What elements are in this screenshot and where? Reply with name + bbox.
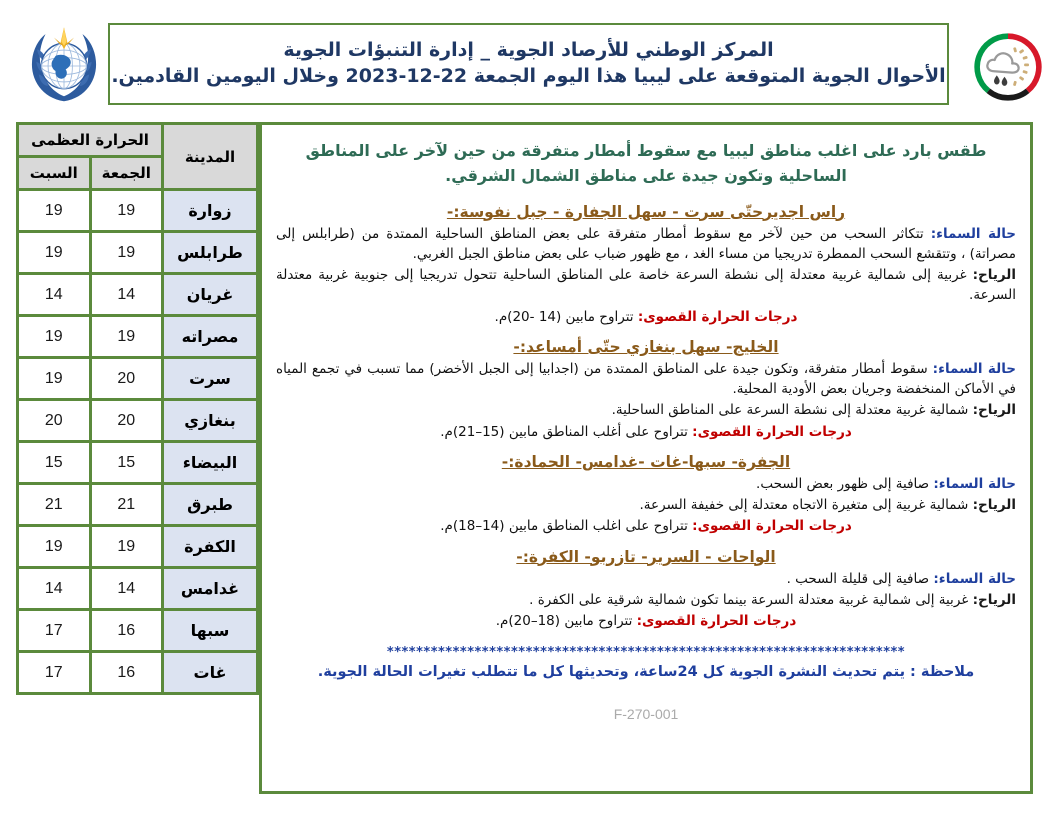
sky-condition-label: حالة السماء:: [932, 360, 1016, 377]
sky-condition-label-line: [276, 224, 1016, 265]
document-code: F-270-001: [613, 706, 679, 723]
city-name-cell: الكفرة: [163, 526, 258, 568]
saturday-temperature-cell: 19: [18, 316, 91, 358]
sky-condition-label: حالة السماء:: [930, 225, 1017, 242]
max-temperature-table-panel: [16, 122, 259, 794]
max-temperature-label-line: [276, 516, 1016, 536]
city-name-cell: طبرق: [163, 484, 258, 526]
city-name-cell: طرابلس: [163, 232, 258, 274]
wind-value: غربية إلى شمالية غربية معتدلة إلى نشطة السرعة خاصة على المناطق الساحلية تتحول تدريجيا إلى جنوبية غربية معتدلة السرعة.: [276, 267, 1016, 304]
city-name-cell: مصراته: [163, 316, 258, 358]
max-temperature-value: تتراوح على أغلب المناطق مابين (15–21)م.: [440, 423, 693, 440]
forecast-summary: طقس بارد على اغلب مناطق ليبيا مع سقوط أمطار متفرقة من حين لآخر على المناطق الساحلية وتكون جيدة على مناطق الشمال الشرقي.: [305, 141, 987, 185]
table-row: [18, 484, 258, 526]
table-header: [18, 124, 258, 190]
table-row: [18, 190, 258, 232]
city-name-cell: غات: [163, 652, 258, 694]
max-temperature-label-line: [276, 611, 1016, 631]
forecast-text-panel: [259, 122, 1033, 794]
table-row: [18, 232, 258, 274]
wind-label: الرياح:: [972, 267, 1016, 284]
libyan-national-meteorological-centre-logo: [973, 32, 1043, 102]
friday-temperature-cell: 20: [90, 400, 163, 442]
table-row: [18, 316, 258, 358]
column-header-city: المدينة: [163, 124, 258, 190]
sky-condition-value: سقوط أمطار متفرقة، وتكون جيدة على المناطق الممتدة من (اجدابيا إلى الجبل الأخضر) مما تسبب في تجمع المياه في الأماكن المنخفضة وجريان بعض الأودية المحلية.: [276, 360, 1016, 398]
sky-condition-value: صافية إلى ظهور بعض السحب.: [756, 475, 934, 492]
header-band: [0, 18, 1061, 113]
max-temperature-label: درجات الحرارة القصوى:: [636, 613, 797, 630]
sky-condition-label-line: [276, 359, 1016, 400]
saturday-temperature-cell: 20: [18, 400, 91, 442]
friday-temperature-cell: 19: [90, 232, 163, 274]
max-temperature-table: [16, 122, 259, 695]
saturday-temperature-cell: 14: [18, 274, 91, 316]
saturday-temperature-cell: 19: [18, 232, 91, 274]
city-name-cell: سرت: [163, 358, 258, 400]
city-name-cell: البيضاء: [163, 442, 258, 484]
main-content-row: [16, 122, 1047, 794]
sky-condition-label-line: [276, 474, 1016, 494]
sky-condition-label: حالة السماء:: [933, 475, 1016, 492]
friday-temperature-cell: 19: [90, 526, 163, 568]
page-subtitle: الأحوال الجوية المتوقعة على ليبيا هذا اليوم الجمعة 22-12-2023 وخلال اليومين القادمين.: [111, 65, 946, 87]
sky-condition-value: صافية إلى قليلة السحب .: [786, 570, 934, 587]
saturday-temperature-cell: 14: [18, 568, 91, 610]
forecast-region: [276, 453, 1016, 537]
city-name-cell: زوارة: [163, 190, 258, 232]
city-name-cell: سبها: [163, 610, 258, 652]
max-temperature-value: تتراوح مابين (14 -20)م.: [494, 308, 638, 325]
update-note: ملاحظة : يتم تحديث النشرة الجوية كل 24ساعة، وتحديثها كل ما تتطلب تغيرات الحالة الجوية.: [317, 664, 975, 681]
wind-label-line: [276, 590, 1016, 610]
forecast-region: [276, 548, 1016, 632]
friday-temperature-cell: 14: [90, 274, 163, 316]
friday-temperature-cell: 19: [90, 190, 163, 232]
max-temperature-label: درجات الحرارة القصوى:: [692, 423, 852, 440]
wind-value: غربية إلى شمالية غربية معتدلة السرعة بينما تكون شمالية شرقية على الكفرة .: [529, 591, 973, 608]
wind-value: شمالية غربية إلى متغيرة الاتجاه معتدلة إلى خفيفة السرعة.: [639, 497, 973, 514]
max-temperature-value: تتراوح مابين (18–20)م.: [495, 613, 637, 630]
region-title: الواحات - السرير- تازربو- الكفرة:-: [516, 547, 776, 566]
saturday-temperature-cell: 19: [18, 526, 91, 568]
column-header-saturday: السبت: [18, 157, 91, 190]
column-header-friday: الجمعة: [90, 157, 163, 190]
friday-temperature-cell: 15: [90, 442, 163, 484]
table-row: [18, 610, 258, 652]
forecast-region: [276, 203, 1016, 327]
table-row: [18, 568, 258, 610]
column-header-max-temperature: الحرارة العظمى: [18, 124, 163, 157]
max-temperature-label: درجات الحرارة القصوى:: [637, 308, 798, 325]
saturday-temperature-cell: 19: [18, 190, 91, 232]
max-temperature-label-line: [276, 307, 1016, 327]
friday-temperature-cell: 16: [90, 652, 163, 694]
wind-label-line: [276, 400, 1016, 420]
wind-label: الرياح:: [972, 402, 1016, 419]
city-name-cell: غريان: [163, 274, 258, 316]
table-row: [18, 652, 258, 694]
table-row: [18, 526, 258, 568]
wind-value: شمالية غربية معتدلة إلى نشطة السرعة على المناطق الساحلية.: [611, 402, 973, 419]
saturday-temperature-cell: 17: [18, 610, 91, 652]
table-row: [18, 358, 258, 400]
separator-line: ***********************************************************************: [386, 645, 906, 661]
wind-label-line: [276, 495, 1016, 515]
region-title: الخليج- سهل بنغازي حتّى أمساعد:-: [513, 337, 779, 356]
max-temperature-label: درجات الحرارة القصوى:: [692, 518, 852, 535]
regions-container: [276, 203, 1016, 632]
table-header-row-group: [18, 124, 258, 157]
header-title-box: [108, 23, 949, 105]
forecast-region: [276, 338, 1016, 442]
city-name-cell: غدامس: [163, 568, 258, 610]
wind-label: الرياح:: [972, 497, 1016, 514]
friday-temperature-cell: 19: [90, 316, 163, 358]
wind-label-line: [276, 265, 1016, 306]
page-title: المركز الوطني للأرصاد الجوية _ إدارة التنبؤات الجوية: [283, 39, 774, 62]
friday-temperature-cell: 16: [90, 610, 163, 652]
sky-condition-label: حالة السماء:: [933, 570, 1016, 587]
saturday-temperature-cell: 19: [18, 358, 91, 400]
table-body: [18, 190, 258, 694]
saturday-temperature-cell: 21: [18, 484, 91, 526]
region-title: الجفرة- سبها-غات -غدامس- الحمادة:-: [501, 452, 791, 471]
max-temperature-label-line: [276, 422, 1016, 442]
sky-condition-value: تتكاثر السحب من حين لآخر مع سقوط أمطار متفرقة على بعض المناطق الساحلية الممتدة من (طرابلس إلى مصراتة) ، وتتقشع السحب الممطرة تدريجيا من مساء الغد ، مع ظهور ضباب على بعض مناطق الجبل الغربي.: [276, 225, 1016, 262]
saturday-temperature-cell: 15: [18, 442, 91, 484]
max-temperature-value: تتراوح على اغلب المناطق مابين (14–18)م.: [440, 518, 693, 535]
wmo-logo: [22, 24, 106, 108]
friday-temperature-cell: 20: [90, 358, 163, 400]
sky-condition-label-line: [276, 569, 1016, 589]
friday-temperature-cell: 14: [90, 568, 163, 610]
wind-label: الرياح:: [972, 591, 1016, 608]
city-name-cell: بنغازي: [163, 400, 258, 442]
table-row: [18, 400, 258, 442]
saturday-temperature-cell: 17: [18, 652, 91, 694]
table-row: [18, 442, 258, 484]
table-row: [18, 274, 258, 316]
friday-temperature-cell: 21: [90, 484, 163, 526]
region-title: راس اجديرحتّى سرت - سهل الجفارة - جبل نفوسة:-: [446, 202, 846, 221]
